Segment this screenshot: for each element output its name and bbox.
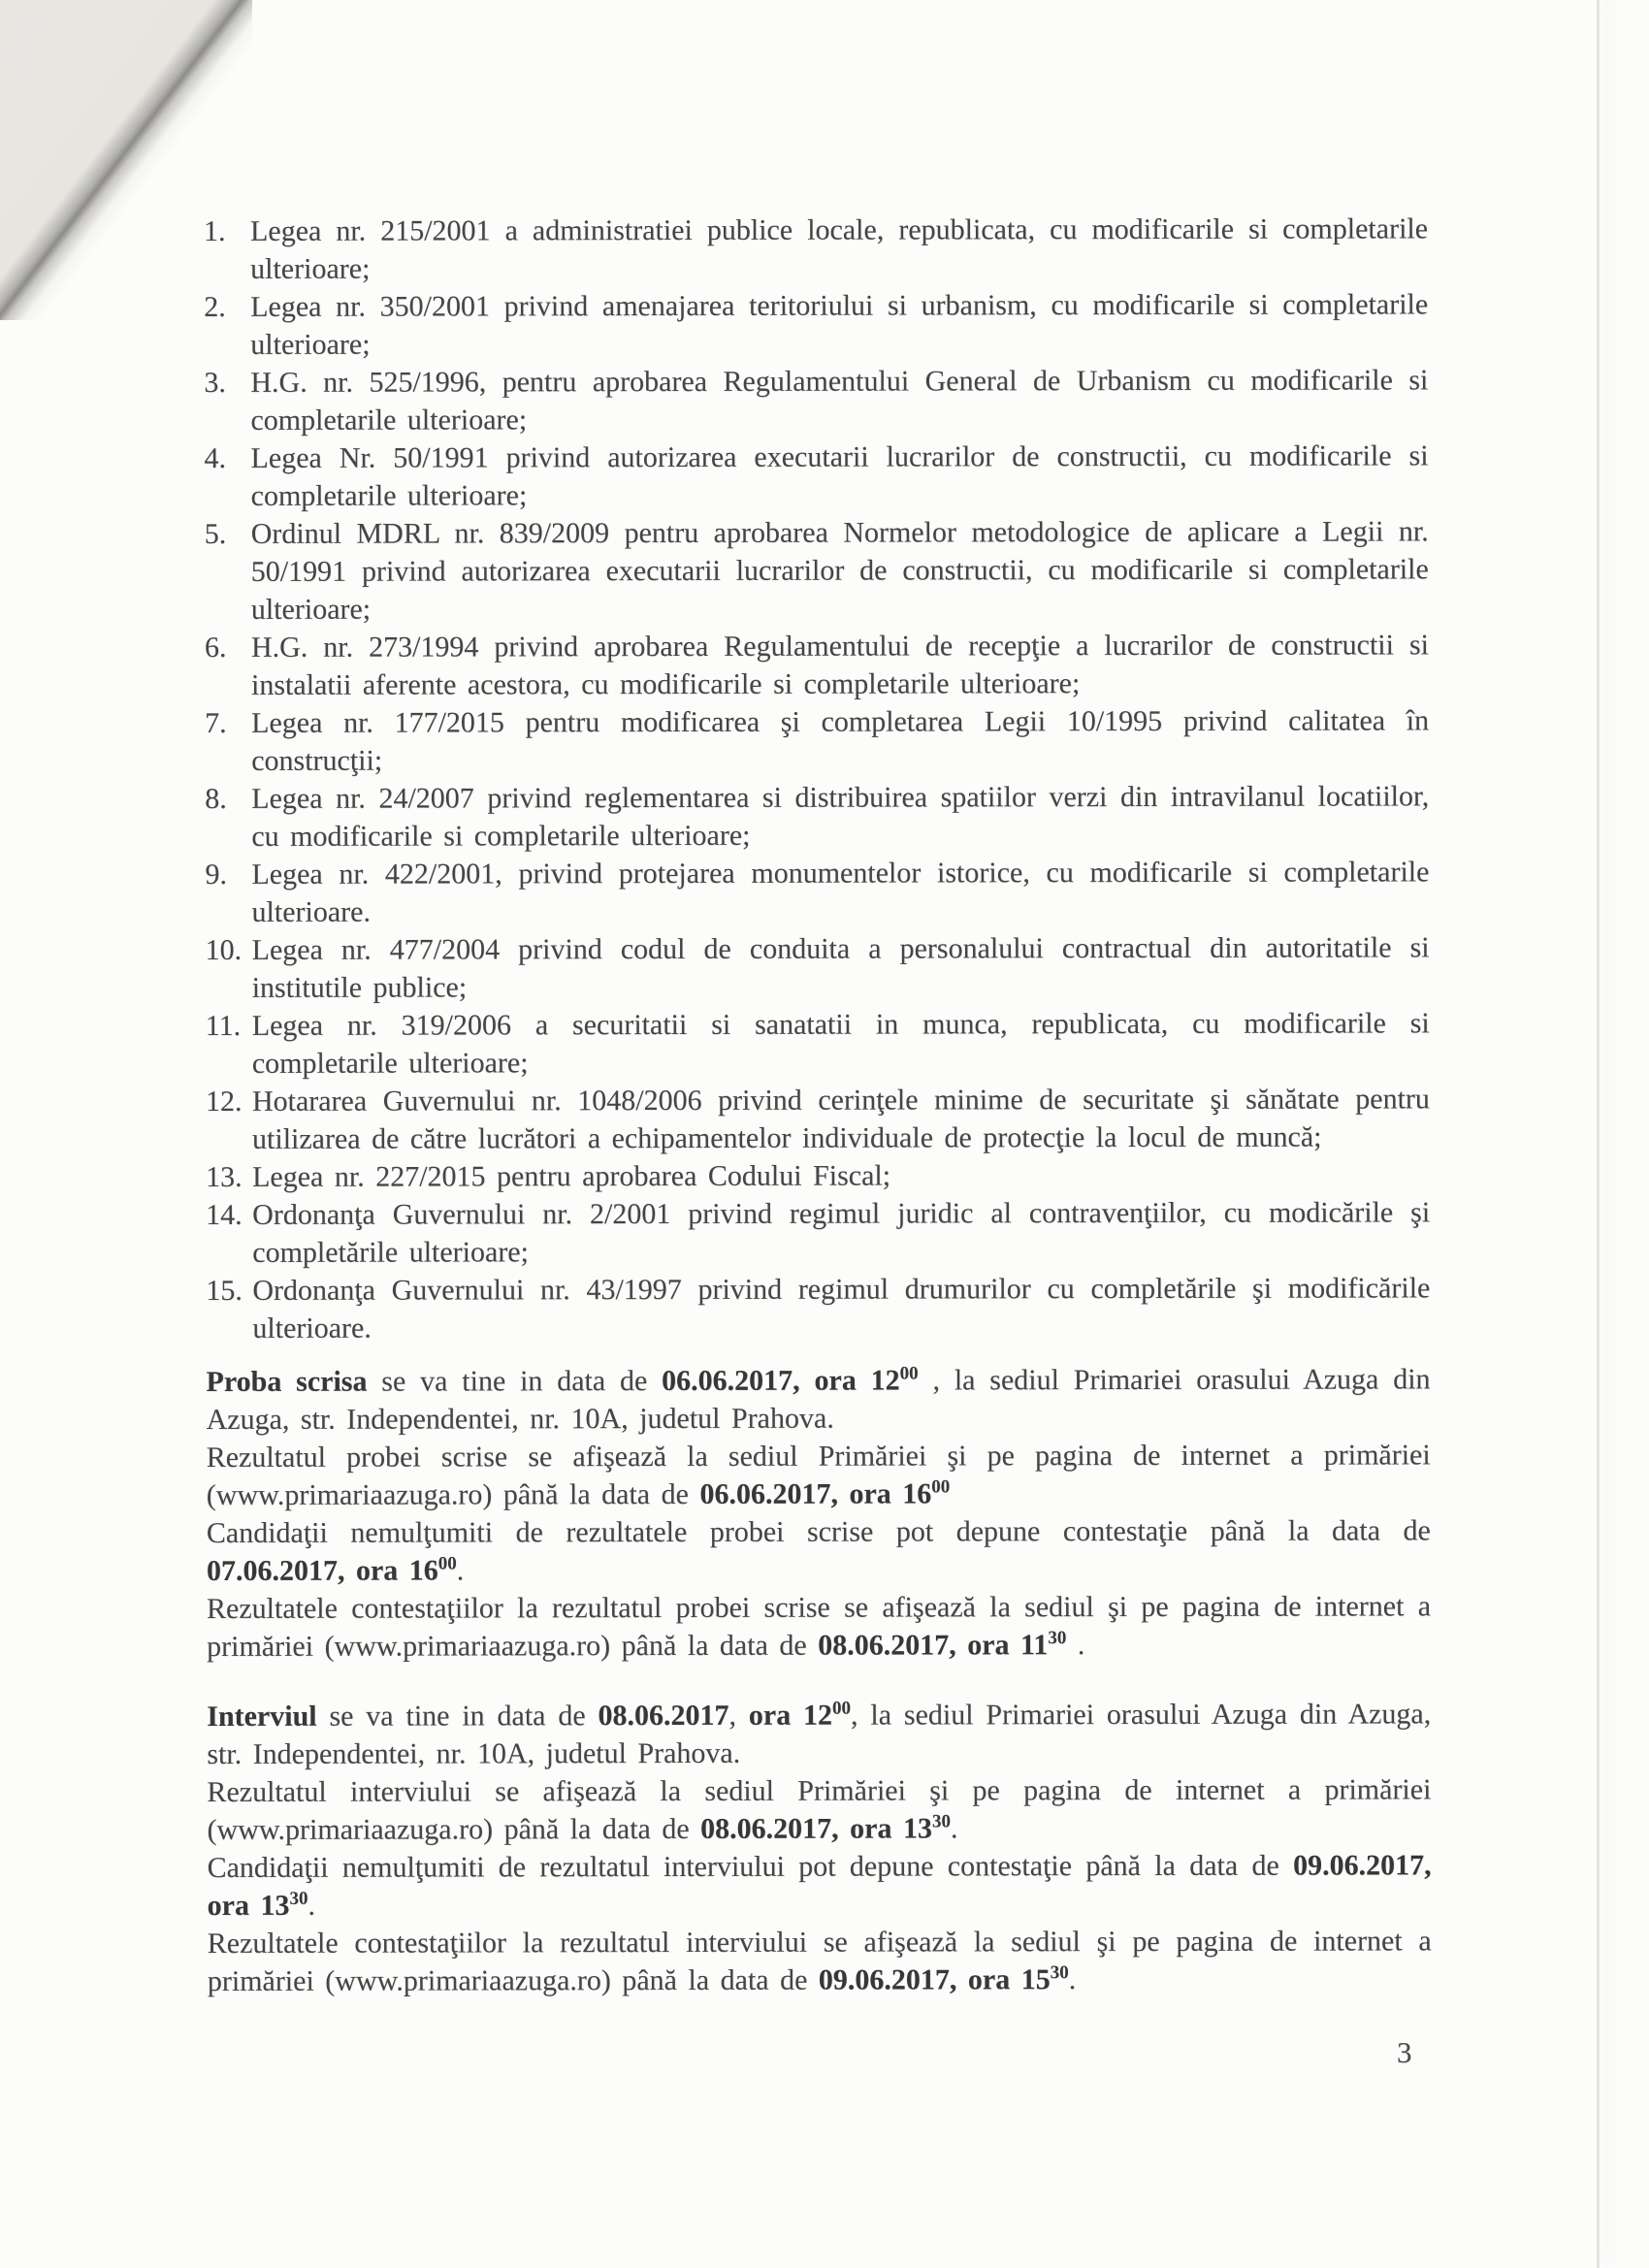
list-item-number: 5. — [204, 517, 227, 550]
list-item-number: 15. — [206, 1274, 242, 1307]
section-interviul — [207, 1695, 1432, 2000]
text-run: Rezultatul probei scrise se afişează la sediul Primăriei şi pe pagina de internet a primăriei (www.primariaazuga.ro) până la data de — [206, 1439, 1431, 1511]
list-item-number: 2. — [204, 290, 226, 323]
paragraph — [207, 1436, 1431, 1514]
list-item-number: 13. — [206, 1160, 242, 1193]
list-item — [205, 701, 1429, 780]
list-item — [204, 437, 1428, 515]
bold-run: 08.06.2017, ora 13 — [700, 1812, 933, 1845]
text-run: Candidaţii nemulţumiti de rezultatele probei scrise pot depune contestaţie până la data de — [206, 1514, 1431, 1549]
list-item-number: 3. — [204, 366, 226, 399]
section-proba-scrisa — [206, 1360, 1431, 1666]
list-item-text: Legea nr. 227/2015 pentru aprobarea Codului Fiscal; — [252, 1159, 891, 1193]
bold-run: 08.06.2017, ora 11 — [818, 1629, 1049, 1662]
list-item-number: 14. — [206, 1198, 242, 1231]
list-item-number: 10. — [205, 933, 242, 966]
list-item-number: 6. — [204, 631, 227, 664]
page-number: 3 — [1397, 2035, 1412, 2069]
superscript-run: 30 — [1048, 1628, 1067, 1649]
list-item — [206, 1269, 1430, 1347]
text-run: , — [728, 1699, 749, 1732]
list-item — [205, 626, 1429, 704]
list-item-text: Hotararea Guvernului nr. 1048/2006 privind cerinţele minime de securitate şi sănătate pentru utilizarea de către lucrători a echipamentelor individuale de protecţie la locul de muncă; — [251, 1083, 1430, 1155]
text-run: Rezultatele contestaţiilor la rezultatul interviului se afişează la sediul şi pe pagina de internet a primăriei (www.primariaazuga.ro) până la data de — [207, 1925, 1432, 1997]
bold-run: 09.06.2017, ora 13 — [207, 1849, 1432, 1922]
paragraph — [207, 1770, 1431, 1849]
bold-run: 08.06.2017 — [598, 1699, 729, 1733]
bold-run: 06.06.2017, ora 16 — [699, 1477, 932, 1510]
text-run: , la sediul Primariei orasului Azuga din Azuga, str. Independentei, nr. 10A, judetul Prahova. — [207, 1698, 1432, 1770]
superscript-run: 30 — [289, 1888, 308, 1909]
bold-run: 06.06.2017, ora 12 — [662, 1364, 900, 1398]
superscript-run: 00 — [437, 1553, 457, 1574]
list-item-text: Ordinul MDRL nr. 839/2009 pentru aprobarea Normelor metodologice de aplicare a Legii nr. 50/1991 privind autorizarea executarii lucrarilor de constructii, cu modificarile si completarile ulterioare; — [250, 515, 1429, 626]
list-item-text: Legea nr. 319/2006 a securitatii si sanatatii in munca, republicata, cu modificarile si completarile ulterioare; — [251, 1007, 1430, 1080]
list-item-number: 8. — [205, 782, 227, 815]
paragraph — [207, 1587, 1431, 1666]
text-run: . — [456, 1554, 465, 1587]
list-item — [205, 853, 1429, 931]
paragraph — [206, 1360, 1430, 1439]
list-item-text: Ordonanţa Guvernului nr. 43/1997 privind regimul drumurilor cu completările şi modificările ulterioare. — [252, 1272, 1431, 1345]
superscript-run: 00 — [831, 1698, 852, 1719]
list-item — [206, 1004, 1430, 1083]
list-item — [205, 512, 1429, 629]
list-item-text: Ordonanţa Guvernului nr. 2/2001 privind regimul juridic al contravenţiilor, cu modicările şi completările ulterioare; — [252, 1196, 1431, 1269]
list-item-text: Legea Nr. 50/1991 privind autorizarea executarii lucrarilor de constructii, cu modificarile si completarile ulterioare; — [250, 439, 1429, 512]
text-run: se va tine in data de — [367, 1365, 663, 1398]
exam-schedule — [206, 1360, 1431, 2000]
paragraph — [207, 1511, 1431, 1590]
list-item-number: 9. — [205, 858, 227, 891]
text-run: se va tine in data de — [316, 1700, 598, 1733]
text-run: . — [1068, 1963, 1077, 1996]
list-item — [204, 210, 1428, 288]
bold-run: 07.06.2017, ora 16 — [206, 1554, 438, 1587]
list-item-text: Legea nr. 24/2007 privind reglementarea si distribuirea spatiilor verzi din intravilanul locatiilor, cu modificarile si completarile ulterioare; — [251, 780, 1430, 853]
list-item-text: Legea nr. 350/2001 privind amenajarea teritoriului si urbanism, cu modificarile si completarile ulterioare; — [250, 288, 1429, 361]
text-run: , la sediul Primariei orasului Azuga din Azuga, str. Independentei, nr. 10A, judetul Prahova. — [206, 1363, 1431, 1436]
superscript-run: 00 — [899, 1363, 919, 1384]
list-item-number: 12. — [205, 1085, 242, 1118]
list-item-text: Legea nr. 215/2001 a administratiei publice locale, republicata, cu modificarile si completarile ulterioare; — [250, 212, 1429, 285]
paragraph — [208, 1846, 1432, 1925]
superscript-run: 00 — [931, 1476, 951, 1498]
list-item — [206, 1193, 1430, 1272]
list-item-text: Legea nr. 177/2015 pentru modificarea şi completarea Legii 10/1995 privind calitatea în construcţii; — [251, 704, 1430, 777]
text-run: Rezultatele contestaţiilor la rezultatul probei scrise se afişează la sediul şi pe pagina de internet a primăriei (www.primariaazuga.ro) până la data de — [206, 1590, 1432, 1663]
list-item — [204, 361, 1428, 439]
document-content — [204, 210, 1432, 2000]
list-item — [204, 285, 1428, 364]
legislation-list — [204, 210, 1430, 1347]
list-item — [206, 1080, 1430, 1158]
list-item-text: Legea nr. 422/2001, privind protejarea monumentelor istorice, cu modificarile si completarile ulterioare. — [251, 856, 1430, 928]
text-run: Rezultatul interviului se afişează la sediul Primăriei şi pe pagina de internet a primăriei (www.primariaazuga.ro) până la data de — [207, 1773, 1432, 1846]
list-item-number: 11. — [205, 1009, 242, 1042]
list-item-number: 7. — [205, 706, 227, 739]
list-item — [206, 1155, 1430, 1196]
bold-run: Proba scrisa — [206, 1365, 368, 1398]
list-item-number: 4. — [204, 441, 227, 474]
paragraph — [207, 1695, 1431, 1773]
bold-run: 09.06.2017, ora 15 — [818, 1963, 1051, 1996]
list-item — [205, 777, 1429, 856]
list-item-text: H.G. nr. 525/1996, pentru aprobarea Regulamentului General de Urbanism cu modificarile si completarile ulterioare; — [250, 364, 1429, 437]
text-run: . — [950, 1812, 958, 1845]
list-item — [206, 928, 1430, 1007]
superscript-run: 30 — [931, 1811, 951, 1832]
text-run: Candidaţii nemulţumiti de rezultatul interviului pot depune contestaţie până la data de — [207, 1849, 1294, 1884]
text-run: . — [307, 1889, 316, 1922]
list-item-number: 1. — [204, 214, 226, 247]
text-run: . — [1066, 1629, 1085, 1662]
paragraph — [208, 1922, 1432, 2000]
bold-run: Interviul — [207, 1700, 317, 1733]
list-item-text: H.G. nr. 273/1994 privind aprobarea Regulamentului de recepţie a lucrarilor de constructii si instalatii aferente acestora, cu modificarile si completarile ulterioare; — [250, 629, 1429, 701]
superscript-run: 30 — [1050, 1962, 1069, 1984]
list-item-text: Legea nr. 477/2004 privind codul de conduita a personalului contractual din autoritatile si institutile publice; — [251, 931, 1430, 1004]
scan-edge-artifact — [1597, 0, 1600, 2268]
bold-run: ora 12 — [748, 1699, 833, 1732]
